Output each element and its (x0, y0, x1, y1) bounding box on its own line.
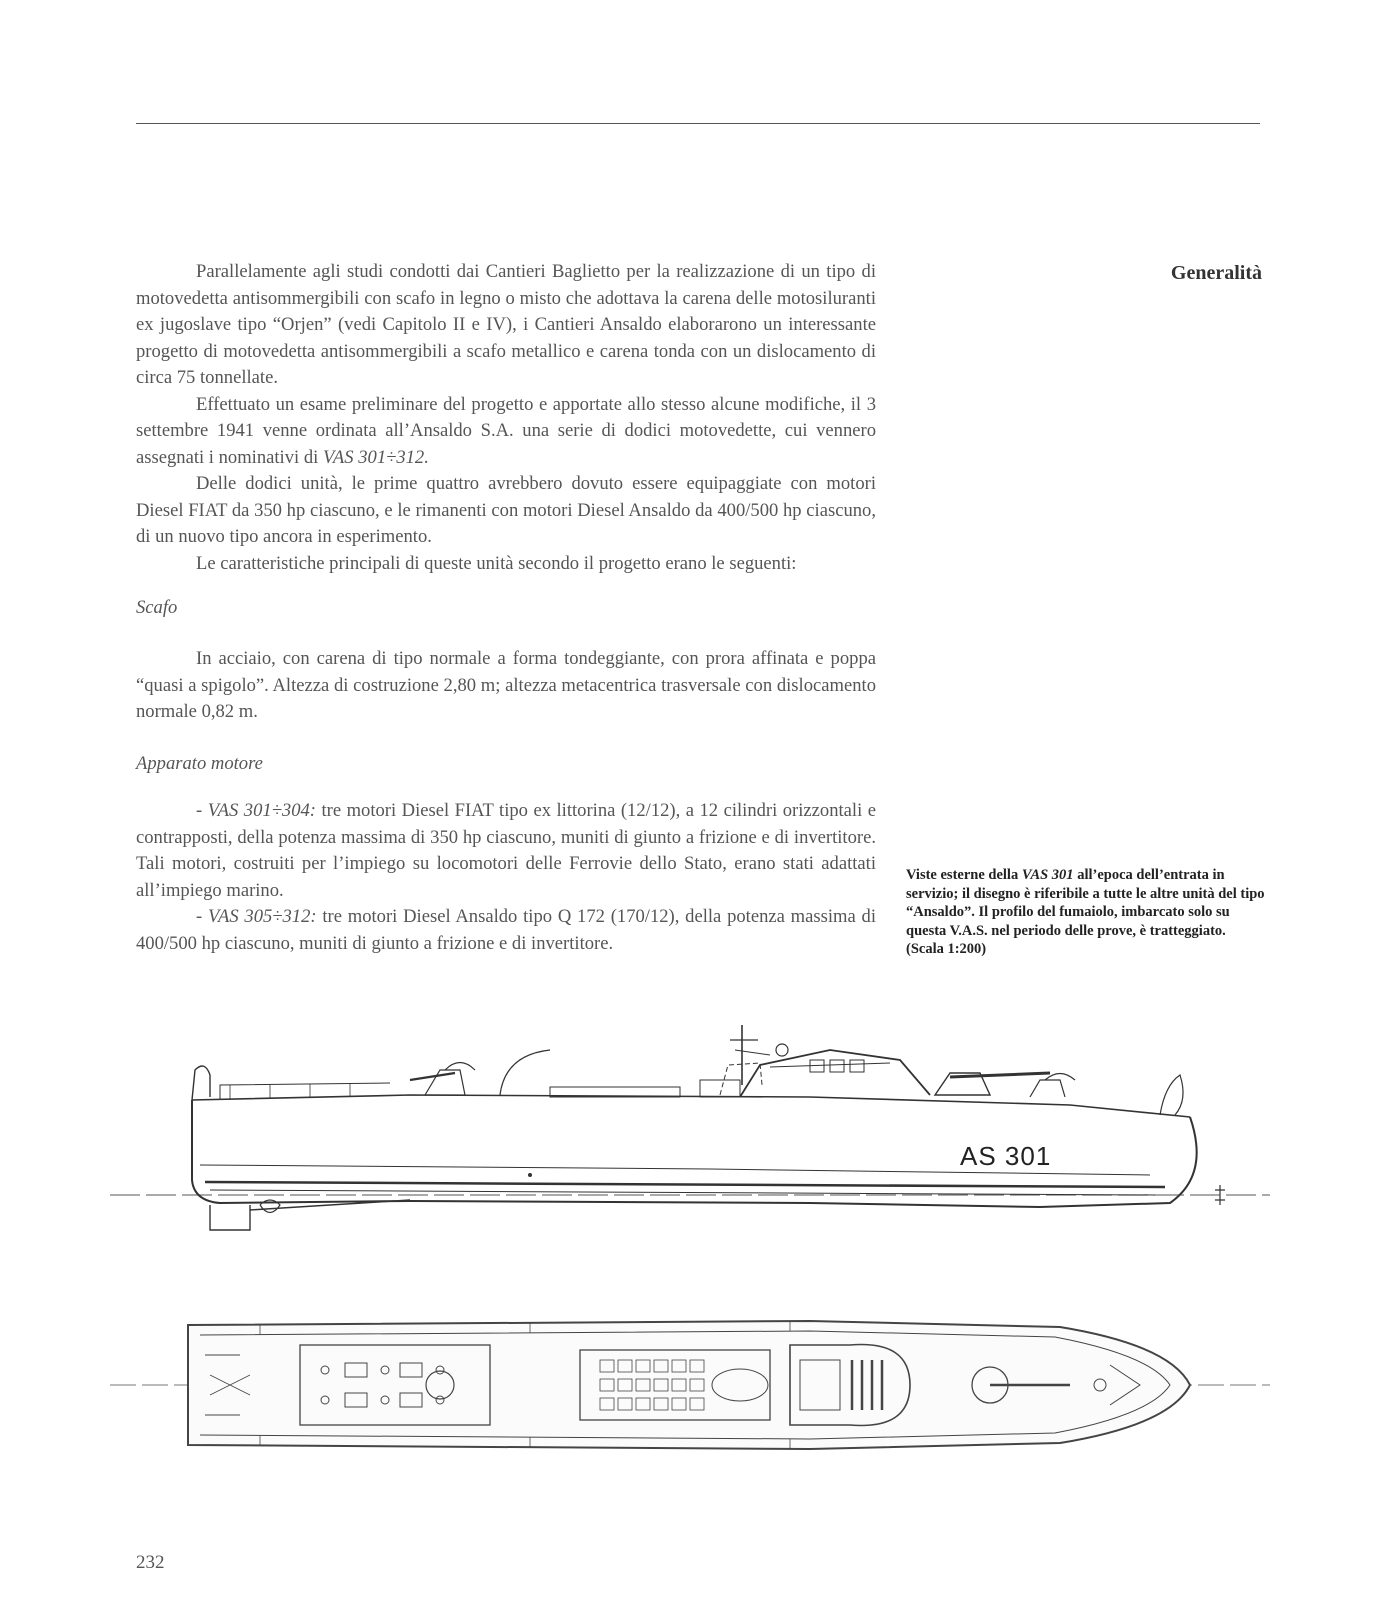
paragraph-2: Effettuato un esame preliminare del progetto e apportate allo stesso alcune modifiche, il 3 settembre 1941 venne ordinata all’Ansaldo S.A. una serie di dodici motovedette, cui vennero assegnati i nominativi di VAS 301÷312. (136, 393, 876, 468)
hull-marking: AS 301 (960, 1141, 1052, 1171)
paragraph-3: Delle dodici unità, le prime quattro avrebbero dovuto essere equipaggiate con motori Diesel FIAT da 350 hp ciascuno, e le rimanenti con motori Diesel Ansaldo da 400/500 hp ciascuno, di un nuovo tipo ancora in esperimento. (136, 473, 876, 547)
profile-view (110, 1025, 1270, 1230)
section-heading: Generalità (1170, 262, 1262, 284)
ship-drawing (110, 1025, 1280, 1495)
motore-item-2: - VAS 305÷312: tre motori Diesel Ansaldo tipo Q 172 (170/12), della potenza massima di 400/500 hp ciascuno, muniti di giunto a frizione e di invertitore. (136, 906, 876, 954)
figure-caption: Viste esterne della VAS 301 all’epoca dell’entrata in servizio; il disegno è riferibile a tutte le altre unità del tipo “Ansaldo”. Il profilo del fumaiolo, imbarcato solo su questa V.A.S. nel periodo delle prove, è tratteggiato. (Scala 1:200) (906, 867, 1265, 958)
motore-heading: Apparato motore (136, 753, 263, 774)
scafo-paragraph: In acciaio, con carena di tipo normale a forma tondeggiante, con prora affinata e poppa “quasi a spigolo”. Altezza di costruzione 2,80 m; altezza metacentrica trasversale con dislocamento normale 0,82 m. (136, 648, 876, 722)
paragraph-4: Le caratteristiche principali di queste unità secondo il progetto erano le seguenti: (196, 552, 797, 574)
scafo-text (136, 646, 876, 726)
page-number: 232 (136, 1552, 165, 1573)
paragraph-1: Parallelamente agli studi condotti dai Cantieri Baglietto per la realizzazione di un tipo di motovedetta antisommergibili con scafo in legno o misto che adottava la carena delle motosiluranti ex jugoslave tipo “Orjen” (vedi Capitolo II e IV), i Cantieri Ansaldo elaborarono un interessante progetto di motovedetta antisommergibili a scafo metallico e carena tonda con un dislocamento di circa 75 tonnellate. (136, 261, 876, 388)
top-rule (136, 123, 1260, 124)
scafo-heading: Scafo (136, 597, 178, 618)
motore-item-1: - VAS 301÷304: tre motori Diesel FIAT tipo ex littorina (12/12), a 12 cilindri orizzontali e contrapposti, della potenza massima di 350 hp ciascuno, muniti di giunto a frizione e di invertitore. Tali motori, costruiti per l’impiego su locomotori delle Ferrovie dello Stato, erano stati adattati all’impiego marino. (136, 800, 877, 901)
plan-view (110, 1321, 1270, 1449)
vas-range: VAS 301÷312. (322, 446, 429, 468)
motore-text (136, 798, 876, 957)
intro-text (136, 259, 876, 577)
